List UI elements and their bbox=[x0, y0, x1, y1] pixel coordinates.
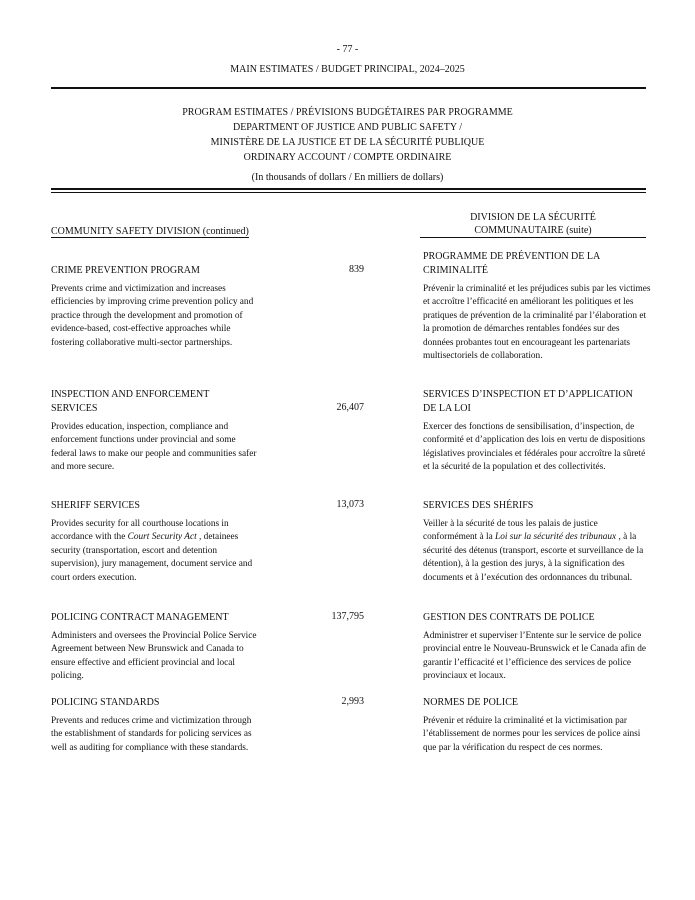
program-title-fr: SERVICES D’INSPECTION ET D’APPLICATION DE LA LOI bbox=[423, 389, 633, 414]
act-title: Court Security Act bbox=[127, 532, 197, 543]
top-rule bbox=[51, 87, 646, 89]
program-amount: 2,993 bbox=[341, 696, 364, 707]
page-number: - 77 - bbox=[336, 44, 359, 55]
header-line-1: PROGRAM ESTIMATES / PRÉVISIONS BUDGÉTAIRES PAR PROGRAMME bbox=[182, 107, 513, 118]
description-text: Provides security for all courthouse locations in accordance with the bbox=[51, 519, 229, 543]
program-description-fr bbox=[423, 518, 651, 585]
act-title: Loi sur la sécurité des tribunaux bbox=[495, 532, 617, 543]
double-rule-top bbox=[51, 188, 646, 190]
description-text: , detainees security (transportation, escort and detention supervision), jury management, document service and court orders execution. bbox=[51, 532, 253, 583]
program-title-en: CRIME PREVENTION PROGRAM bbox=[51, 265, 200, 276]
program-title-fr: SERVICES DES SHÉRIFS bbox=[423, 500, 534, 511]
units-note: (In thousands of dollars / En milliers de dollars) bbox=[251, 172, 444, 183]
program-amount: 13,073 bbox=[336, 499, 364, 510]
header-line-4: ORDINARY ACCOUNT / COMPTE ORDINAIRE bbox=[243, 152, 452, 163]
program-description-en: Provides education, inspection, compliance and enforcement functions under provincial and some federal laws to make our people and communities safer and more secure. bbox=[51, 422, 257, 473]
program-amount: 137,795 bbox=[331, 611, 364, 622]
program-title-en: INSPECTION AND ENFORCEMENT SERVICES bbox=[51, 389, 210, 414]
program-title-en: POLICING CONTRACT MANAGEMENT bbox=[51, 612, 229, 623]
program-description-en: Prevents and reduces crime and victimization through the establishment of standards for policing services as well as auditing for compliance with these standards. bbox=[51, 716, 252, 753]
program-description-fr: Exercer des fonctions de sensibilisation, d’inspection, de conformité et d’application des lois en vertu de dispositions législatives provinciales et fédérales pour accroître la sûreté et la sécurité de la population et des collectivités. bbox=[423, 422, 646, 473]
header-line-2: DEPARTMENT OF JUSTICE AND PUBLIC SAFETY / bbox=[232, 122, 463, 133]
description-text: , à la sécurité des détenus (transport, escorte et surveillance de la détention), à la gestion des jurys, à la signification des documents et à l’exécution des ordonnances du tribunal. bbox=[423, 532, 644, 583]
section-title-fr-line-1: DIVISION DE LA SÉCURITÉ bbox=[470, 212, 596, 223]
program-title-en: POLICING STANDARDS bbox=[51, 697, 160, 708]
program-description-fr: Administrer et superviser l’Entente sur le service de police provincial entre le Nouveau-Brunswick et le Canada afin de garantir l’efficacité et l’efficience des services de police provinciaux et locaux. bbox=[423, 631, 647, 682]
program-description-en: Administers and oversees the Provincial Police Service Agreement between New Brunswick and Canada to ensure effective and efficient provincial and local policing. bbox=[51, 631, 257, 682]
double-rule-bottom bbox=[51, 192, 646, 193]
program-description-en: Prevents crime and victimization and increases efficiencies by improving crime prevention policy and practice through the development and promotion of evidence-based, cost-effective approaches while fostering collaborative multi-sector partnerships. bbox=[51, 284, 254, 348]
program-description-fr: Prévenir et réduire la criminalité et la victimisation par l’établissement de normes pour les services de police ainsi que par la vérification du respect de ces normes. bbox=[423, 716, 641, 753]
program-amount: 839 bbox=[349, 264, 364, 275]
program-title-fr: GESTION DES CONTRATS DE POLICE bbox=[423, 612, 595, 623]
program-title-fr: PROGRAMME DE PRÉVENTION DE LA CRIMINALITÉ bbox=[423, 251, 600, 276]
program-description-fr: Prévenir la criminalité et les préjudices subis par les victimes et accroître l’efficacité en améliorant les politiques et les pratiques de prévention de la criminalité par l’élaboration et la promotion de démarches rentables fondées sur des données probantes tout en encourageant les partenariats multisectoriels de collaboration. bbox=[423, 284, 651, 362]
program-title-en: SHERIFF SERVICES bbox=[51, 500, 140, 511]
running-title: MAIN ESTIMATES / BUDGET PRINCIPAL, 2024–2025 bbox=[230, 64, 465, 75]
section-title-fr bbox=[420, 211, 646, 238]
program-title-fr: NORMES DE POLICE bbox=[423, 697, 519, 708]
section-title-fr-line-2: COMMUNAUTAIRE (suite) bbox=[474, 225, 592, 236]
description-text: Veiller à la sécurité de tous les palais de justice conformément à la bbox=[423, 519, 598, 543]
header-line-3: MINISTÈRE DE LA JUSTICE ET DE LA SÉCURITÉ PUBLIQUE bbox=[210, 137, 485, 148]
section-title-en: COMMUNITY SAFETY DIVISION (continued) bbox=[51, 226, 249, 237]
program-amount: 26,407 bbox=[336, 402, 364, 413]
program-description-en bbox=[51, 518, 261, 585]
